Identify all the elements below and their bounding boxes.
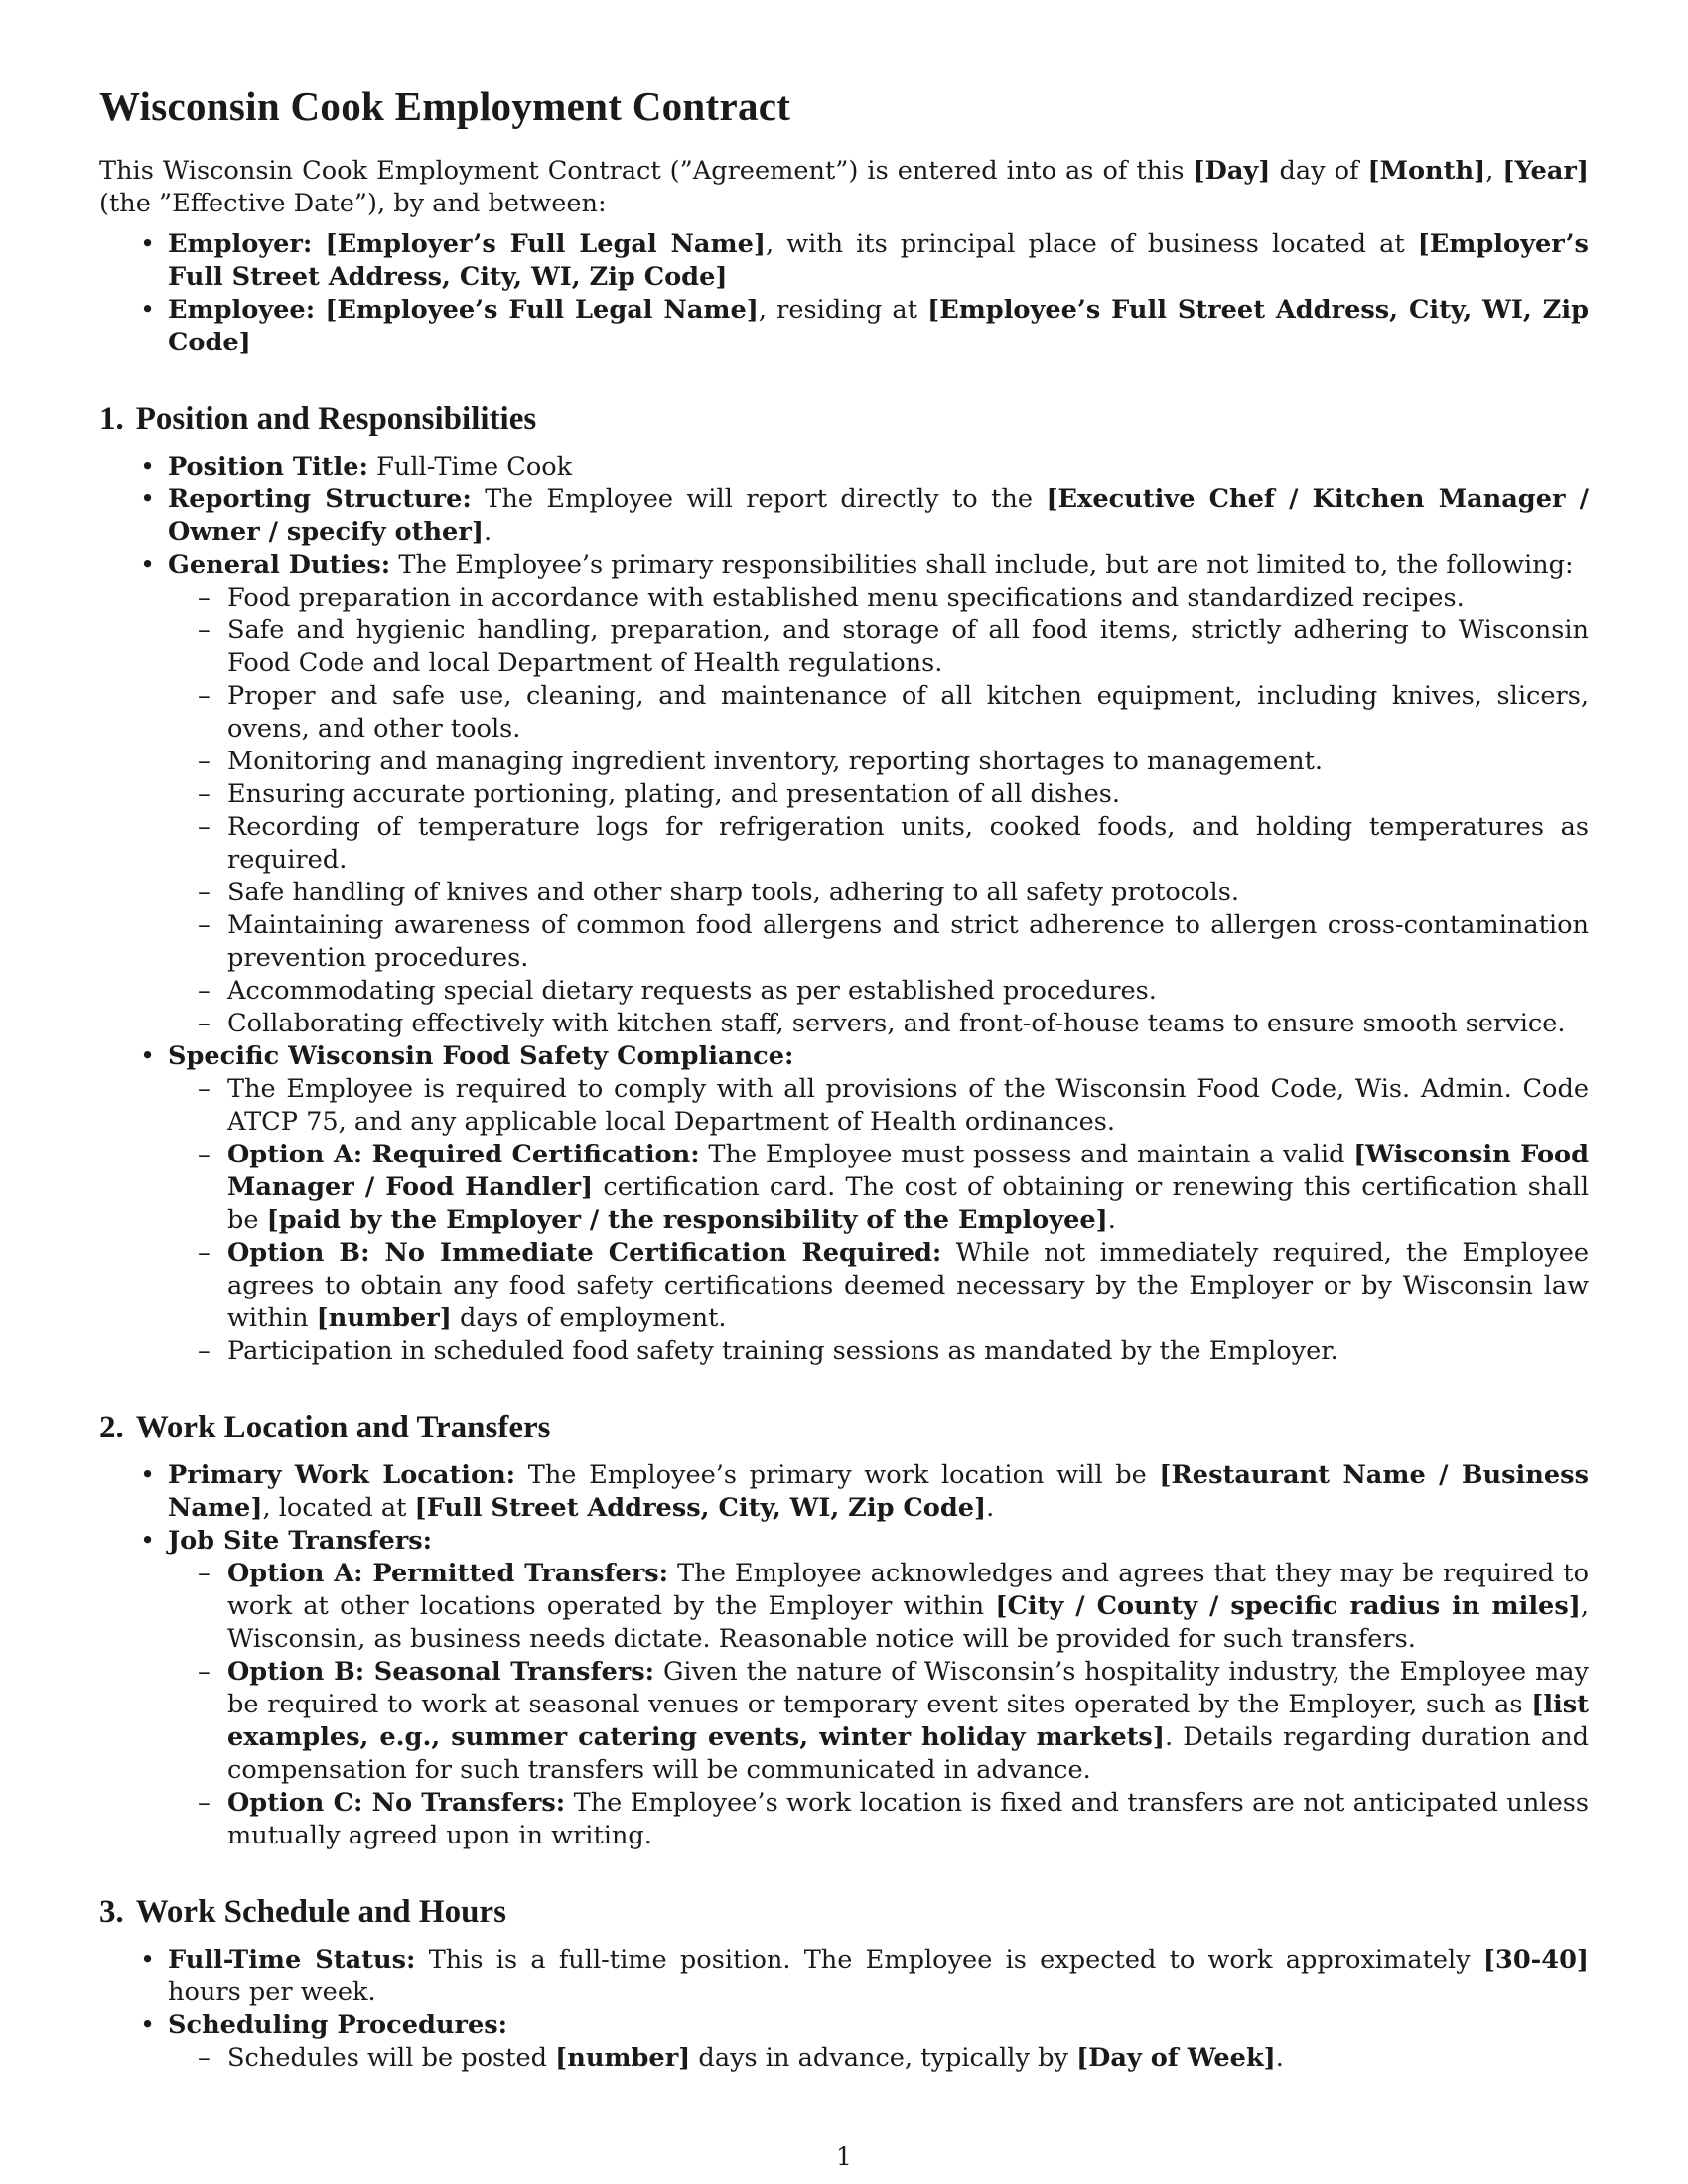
month-placeholder: [Month] <box>1367 156 1486 186</box>
compliance-item: – The Employee is required to comply with all provisions of the Wisconsin Food Code, Wis. Admin. Code ATCP 75, and any applicable local Department of Health ordinances. <box>227 1073 1589 1139</box>
scheduling-procedures-item <box>168 2009 1589 2075</box>
employee-name-placeholder: [Employee’s Full Legal Name] <box>325 295 759 325</box>
option-text: , Wisconsin, as business needs dictate. Reasonable notice will be provided for such transfers. <box>227 1591 1589 1654</box>
hours-placeholder: [30-40] <box>1482 1945 1589 1975</box>
intro-text: day of <box>1270 156 1368 186</box>
duty-item: – Monitoring and managing ingredient inventory, reporting shortages to management. <box>227 746 1589 778</box>
position-text: Full-Time Cook <box>367 452 573 481</box>
business-name-placeholder: [Restaurant Name / Business Name] <box>168 1460 1589 1523</box>
section-title: Position and Responsibilities <box>135 401 537 437</box>
employee-item <box>168 294 1589 359</box>
employer-text: , with its principal place of business located at <box>765 229 1418 259</box>
employee-address-placeholder: [Employee’s Full Street Address, City, WI, Zip Code] <box>168 295 1589 357</box>
certification-option-a <box>227 1139 1589 1237</box>
duty-item: – Proper and safe use, cleaning, and maintenance of all kitchen equipment, including knives, slicers, ovens, and other tools. <box>227 680 1589 746</box>
reporting-label: Reporting Structure: <box>168 484 472 514</box>
employee-label: Employee: <box>168 295 316 325</box>
primary-location-text: The Employee’s primary work location will be <box>515 1460 1160 1490</box>
scheduling-item <box>227 2042 1589 2075</box>
intro-paragraph <box>99 155 1589 220</box>
food-safety-compliance-item <box>168 1040 1589 1368</box>
section-heading-1 <box>99 399 1589 439</box>
employer-name-placeholder: [Employer’s Full Legal Name] <box>325 229 766 259</box>
section-heading-3 <box>99 1892 1589 1932</box>
document-title: Wisconsin Cook Employment Contract <box>99 83 791 129</box>
scheduling-sublist <box>168 2042 1589 2075</box>
duty-item: – Maintaining awareness of common food allergens and strict adherence to allergen cross-contamination prevention procedures. <box>227 909 1589 975</box>
section-2-list <box>99 1459 1589 1852</box>
option-text: While not immediately required, the Employee agrees to obtain any food safety certifications deemed necessary by the Employer or by Wisconsin law within <box>227 1238 1590 1333</box>
employer-address-placeholder: [Employer’s Full Street Address, City, WI, Zip Code] <box>168 229 1589 292</box>
option-text: certification card. The cost of obtaining or renewing this certification shall be <box>227 1172 1590 1235</box>
transfer-option-a <box>227 1558 1589 1656</box>
reporting-text: The Employee will report directly to the <box>471 484 1047 514</box>
punctuation: . <box>1275 2043 1284 2073</box>
full-time-status-item <box>168 1944 1589 2009</box>
section-heading-2 <box>99 1408 1589 1447</box>
year-placeholder: [Year] <box>1502 156 1589 186</box>
option-label: Option A: Permitted Transfers: <box>227 1559 669 1588</box>
duty-item: – Accommodating special dietary requests as per established procedures. <box>227 975 1589 1008</box>
scheduling-text: days in advance, typically by <box>690 2043 1077 2073</box>
position-label: Position Title: <box>168 452 368 481</box>
section-number: 1. <box>99 401 124 437</box>
compliance-label: Specific Wisconsin Food Safety Compliance: <box>168 1041 794 1071</box>
fulltime-text: This is a full-time position. The Employee is expected to work approximately <box>415 1945 1483 1975</box>
employee-text: , residing at <box>758 295 928 325</box>
option-text: days of employment. <box>451 1303 727 1333</box>
duty-item: – Safe handling of knives and other sharp tools, adhering to all safety protocols. <box>227 877 1589 909</box>
section-number: 3. <box>99 1894 124 1930</box>
intro-text: , <box>1485 156 1503 186</box>
intro-text: (the ”Effective Date”), by and between: <box>99 189 607 218</box>
section-title: Work Schedule and Hours <box>135 1894 506 1930</box>
section-1-list <box>99 451 1589 1368</box>
number-placeholder: [number] <box>555 2043 691 2073</box>
duty-item: – Safe and hygienic handling, preparation, and storage of all food items, strictly adhering to Wisconsin Food Code and local Department of Health regulations. <box>227 614 1589 680</box>
transfers-sublist <box>168 1558 1589 1852</box>
option-label: Option C: No Transfers: <box>227 1788 566 1818</box>
option-text: The Employee must possess and maintain a valid <box>699 1140 1354 1169</box>
reporting-placeholder: [Executive Chef / Kitchen Manager / Owner / specify other] <box>168 484 1589 547</box>
scheduling-label: Scheduling Procedures: <box>168 2010 508 2040</box>
punctuation: . <box>1107 1205 1116 1235</box>
intro-text: This Wisconsin Cook Employment Contract (”Agreement”) is entered into as of this <box>99 156 1194 186</box>
certification-placeholder: [Wisconsin Food Manager / Food Handler] <box>227 1140 1589 1202</box>
day-placeholder: [Day] <box>1193 156 1271 186</box>
fulltime-label: Full-Time Status: <box>168 1945 416 1975</box>
payer-placeholder: [paid by the Employer / the responsibility of the Employee] <box>266 1205 1108 1235</box>
certification-option-b <box>227 1237 1589 1335</box>
area-placeholder: [City / County / specific radius in miles] <box>995 1591 1581 1621</box>
employer-item <box>168 228 1589 294</box>
position-title-item <box>168 451 1589 483</box>
duties-sublist <box>168 582 1589 1040</box>
parties-list <box>99 228 1589 359</box>
duty-item: – Collaborating effectively with kitchen staff, servers, and front-of-house teams to ensure smooth service. <box>227 1008 1589 1040</box>
transfer-option-c <box>227 1787 1589 1852</box>
examples-placeholder: [list examples, e.g., summer catering events, winter holiday markets] <box>227 1690 1589 1752</box>
employer-label: Employer: <box>168 229 313 259</box>
duty-item: – Food preparation in accordance with established menu specifications and standardized recipes. <box>227 582 1589 614</box>
punctuation: . <box>986 1493 995 1523</box>
transfers-label: Job Site Transfers: <box>168 1526 433 1556</box>
day-of-week-placeholder: [Day of Week] <box>1076 2043 1276 2073</box>
fulltime-text: hours per week. <box>168 1978 376 2007</box>
option-text: Given the nature of Wisconsin’s hospitality industry, the Employee may be required to work at seasonal venues or temporary event sites operated by the Employer, such as <box>227 1657 1589 1719</box>
reporting-structure-item <box>168 483 1589 549</box>
duty-item: – Ensuring accurate portioning, plating, and presentation of all dishes. <box>227 778 1589 811</box>
option-text: The Employee acknowledges and agrees that they may be required to work at other locations operated by the Employer within <box>227 1559 1589 1621</box>
compliance-sublist <box>168 1073 1589 1368</box>
option-label: Option A: Required Certification: <box>227 1140 700 1169</box>
general-duties-item <box>168 549 1589 1040</box>
primary-location-text: , located at <box>262 1493 415 1523</box>
option-label: Option B: Seasonal Transfers: <box>227 1657 655 1687</box>
duty-item: – Recording of temperature logs for refrigeration units, cooked foods, and holding temperatures as required. <box>227 811 1589 877</box>
section-title: Work Location and Transfers <box>135 1410 551 1445</box>
job-site-transfers-item <box>168 1525 1589 1852</box>
punctuation: . <box>483 517 492 547</box>
section-3-list <box>99 1944 1589 2075</box>
option-text: The Employee’s work location is fixed and transfers are not anticipated unless mutually agreed upon in writing. <box>227 1788 1589 1850</box>
transfer-option-b <box>227 1656 1589 1787</box>
option-text: . Details regarding duration and compensation for such transfers will be communicated in advance. <box>227 1722 1589 1785</box>
primary-work-location-item <box>168 1459 1589 1525</box>
primary-location-label: Primary Work Location: <box>168 1460 516 1490</box>
document-page <box>99 81 1589 2075</box>
duties-text: The Employee’s primary responsibilities shall include, but are not limited to, the following: <box>390 550 1574 580</box>
option-label: Option B: No Immediate Certification Required: <box>227 1238 942 1268</box>
section-number: 2. <box>99 1410 124 1445</box>
page-number: 1 <box>836 2142 852 2171</box>
scheduling-text: Schedules will be posted <box>227 2043 556 2073</box>
number-placeholder: [number] <box>316 1303 452 1333</box>
compliance-item: – Participation in scheduled food safety training sessions as mandated by the Employer. <box>227 1335 1589 1368</box>
duties-label: General Duties: <box>168 550 391 580</box>
address-placeholder: [Full Street Address, City, WI, Zip Code] <box>414 1493 987 1523</box>
